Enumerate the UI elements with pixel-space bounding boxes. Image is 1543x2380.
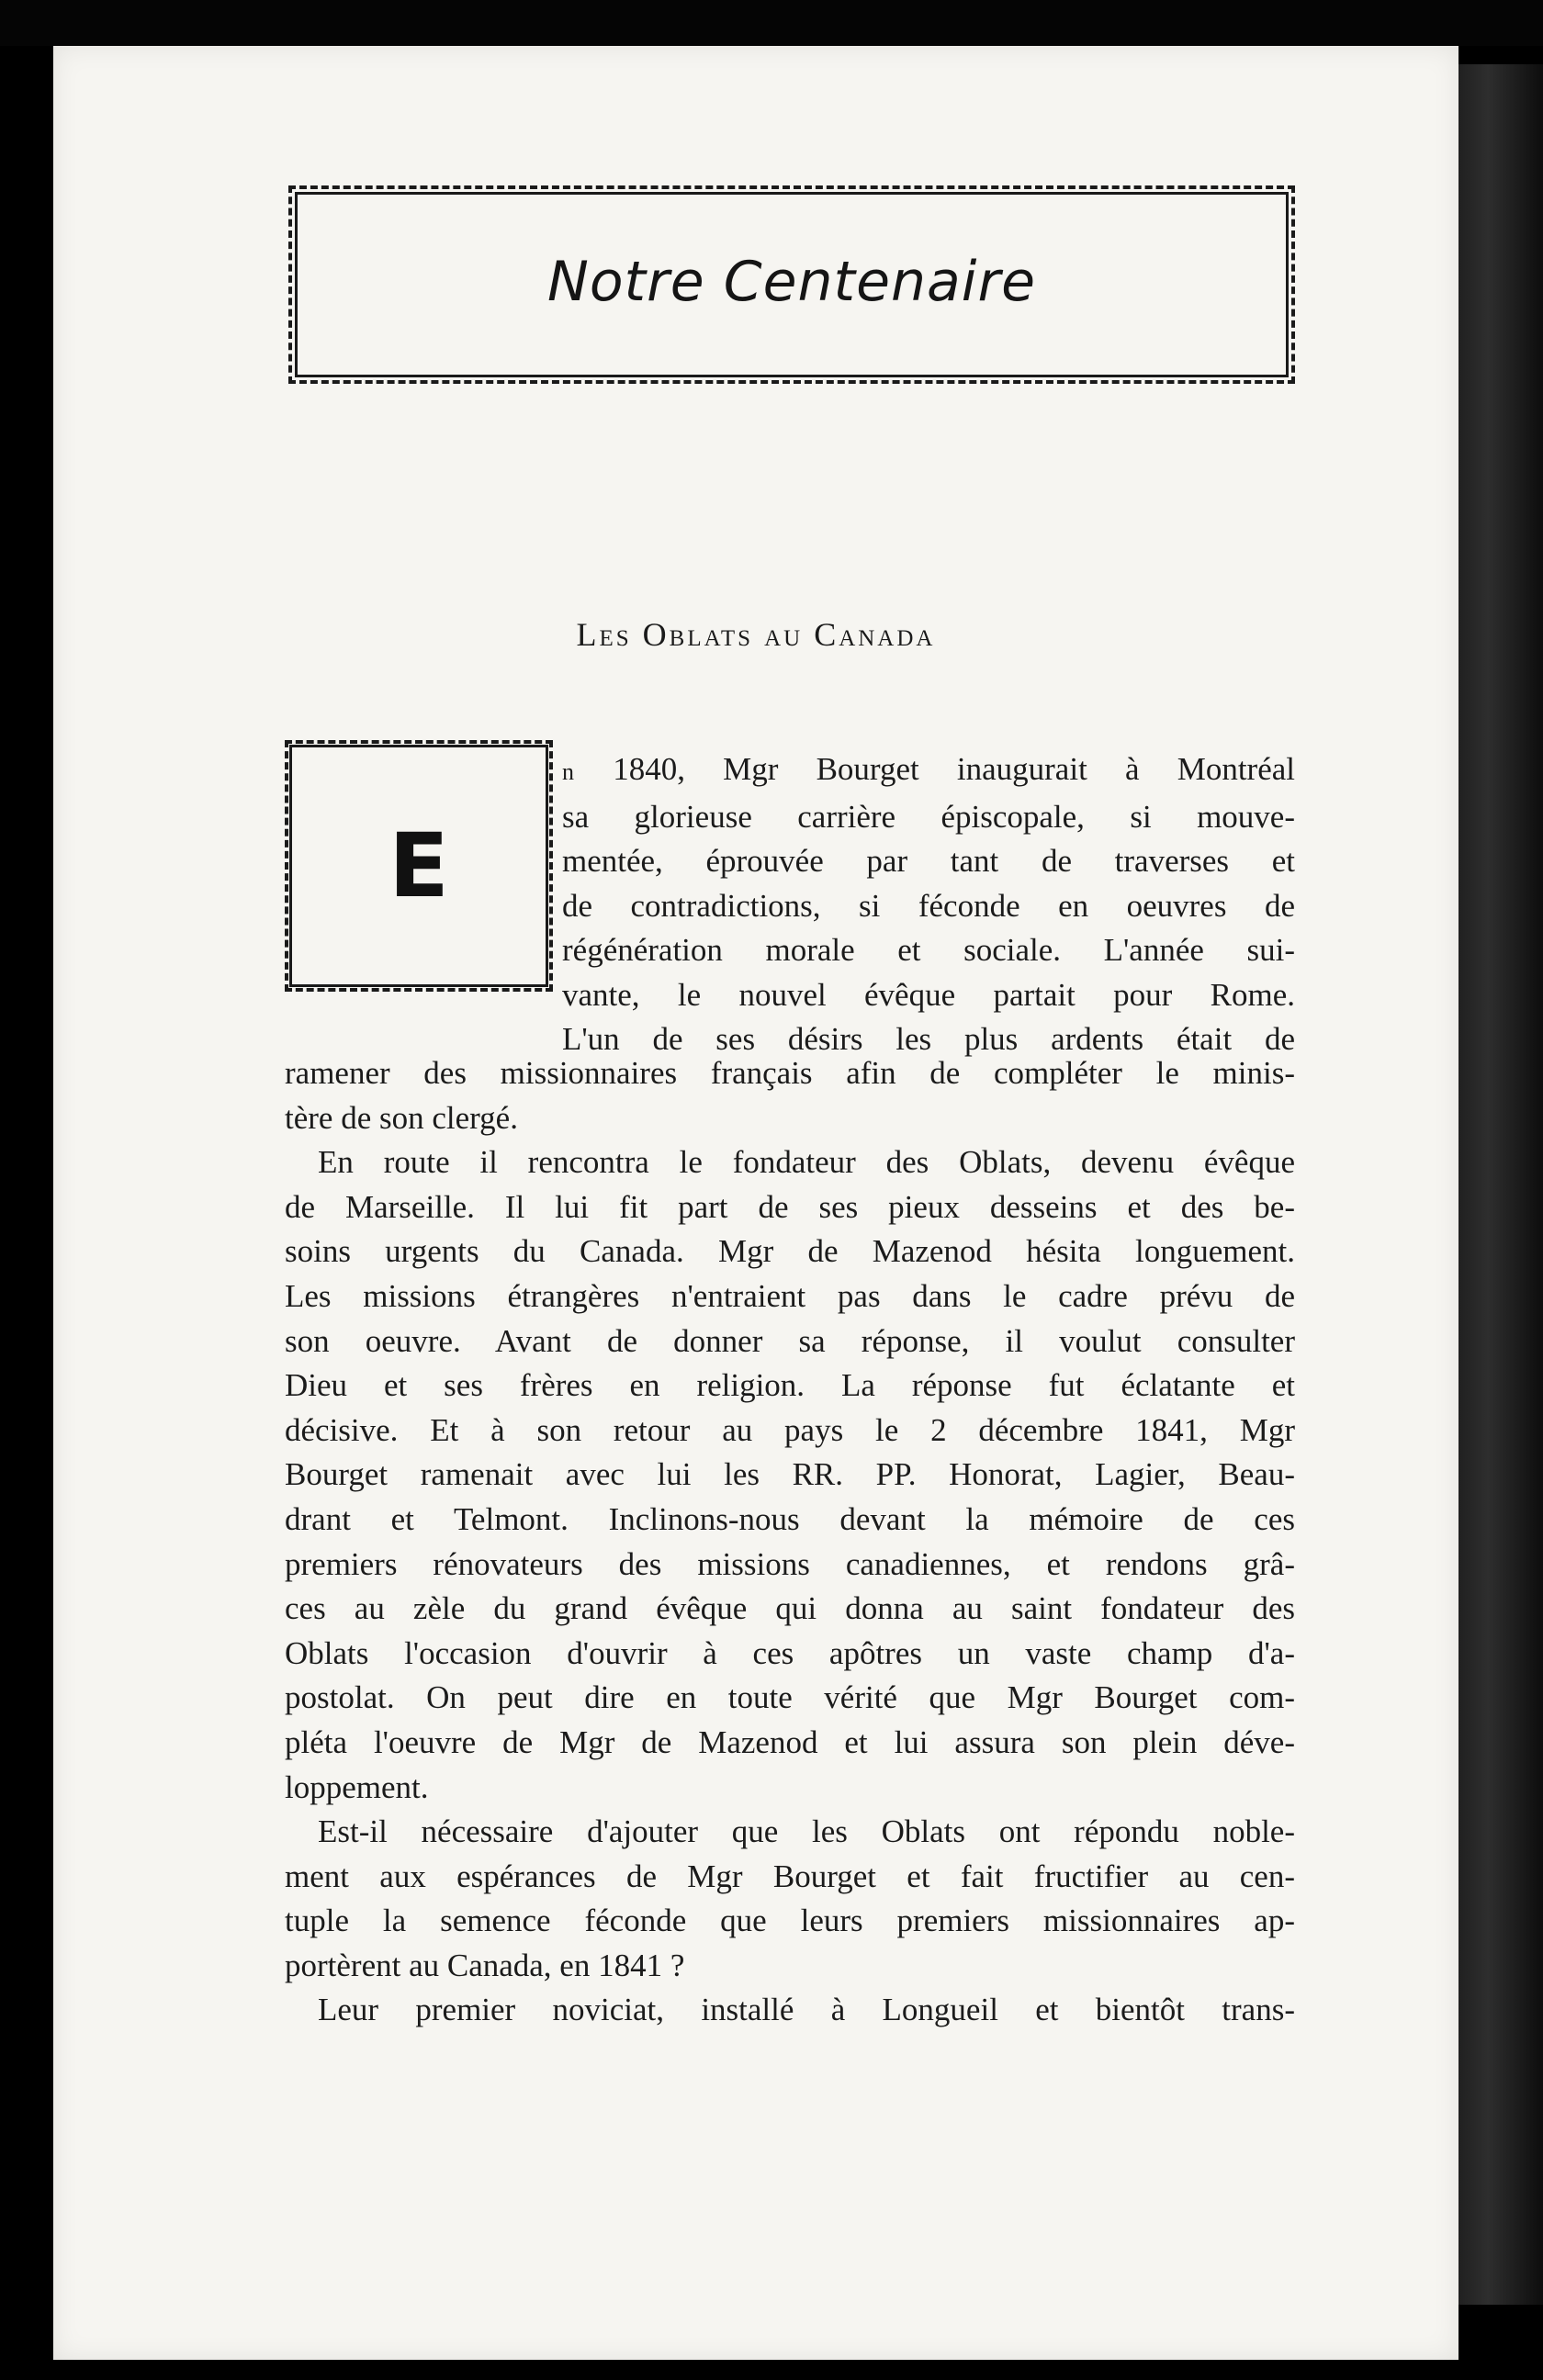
text-line: tère de son clergé.	[285, 1099, 518, 1136]
book-spine-edge	[1451, 64, 1543, 2305]
text-line: ramener des missionnaires français afin de compléter le minis-	[285, 1055, 1295, 1091]
drop-cap-letter: E	[389, 814, 449, 917]
text-line: drant et Telmont. Inclinons-nous devant la mémoire de ces	[285, 1500, 1295, 1537]
text-line: mentée, éprouvée par tant de traverses et	[562, 843, 1295, 879]
drop-cap-frame	[285, 740, 553, 992]
text-line: Leur premier noviciat, installé à Longueil et bientôt trans-	[318, 1992, 1295, 2028]
text-line: sa glorieuse carrière épiscopale, si mouve-	[562, 798, 1295, 835]
text-line: premiers rénovateurs des missions canadiennes, et rendons grâ-	[285, 1545, 1295, 1582]
text-line: ces au zèle du grand évêque qui donna au saint fondateur des	[285, 1590, 1295, 1627]
text-line: Oblats l'occasion d'ouvrir à ces apôtres un vaste champ d'a-	[285, 1634, 1295, 1671]
title-frame	[288, 185, 1295, 384]
text-line: vante, le nouvel évêque partait pour Rome.	[562, 976, 1295, 1013]
text-line-content: 1840, Mgr Bourget inaugurait à Montréal	[613, 751, 1295, 787]
text-line: En route il rencontra le fondateur des Oblats, devenu évêque	[318, 1144, 1295, 1181]
book-page	[53, 46, 1459, 2360]
text-line: postolat. On peut dire en toute vérité que Mgr Bourget com-	[285, 1679, 1295, 1716]
text-line: Est-il nécessaire d'ajouter que les Oblats ont répondu noble-	[318, 1813, 1295, 1850]
body-text	[285, 1051, 1295, 2033]
text-line: soins urgents du Canada. Mgr de Mazenod hésita longuement.	[285, 1233, 1295, 1270]
text-line: Les missions étrangères n'entraient pas dans le cadre prévu de	[285, 1277, 1295, 1314]
text-line: ment aux espérances de Mgr Bourget et fait fructifier au cen-	[285, 1858, 1295, 1894]
text-line: loppement.	[285, 1768, 429, 1805]
text-line: Bourget ramenait avec lui les RR. PP. Honorat, Lagier, Beau-	[285, 1456, 1295, 1493]
text-line: de contradictions, si féconde en oeuvres de	[562, 887, 1295, 924]
text-line: portèrent au Canada, en 1841 ?	[285, 1947, 685, 1983]
text-line: Dieu et ses frères en religion. La réponse fut éclatante et	[285, 1367, 1295, 1404]
text-line: son oeuvre. Avant de donner sa réponse, il voulut consulter	[285, 1322, 1295, 1359]
lead-paragraph	[562, 747, 1295, 1062]
scan-background-top	[0, 0, 1543, 46]
text-line: L'un de ses désirs les plus ardents était de	[562, 1021, 1295, 1057]
text-line: pléta l'oeuvre de Mgr de Mazenod et lui assura son plein déve-	[285, 1723, 1295, 1760]
text-line: tuple la semence féconde que leurs premiers missionnaires ap-	[285, 1903, 1295, 1939]
drop-cap-continuation: n	[562, 758, 575, 785]
text-line: de Marseille. Il lui fit part de ses pieux desseins et des be-	[285, 1188, 1295, 1225]
text-line: régénération morale et sociale. L'année sui-	[562, 932, 1295, 968]
section-heading: Les Oblats au Canada	[576, 616, 936, 653]
text-line: décisive. Et à son retour au pays le 2 décembre 1841, Mgr	[285, 1411, 1295, 1448]
text-line	[562, 747, 1295, 795]
page-title: Notre Centenaire	[546, 250, 1037, 314]
